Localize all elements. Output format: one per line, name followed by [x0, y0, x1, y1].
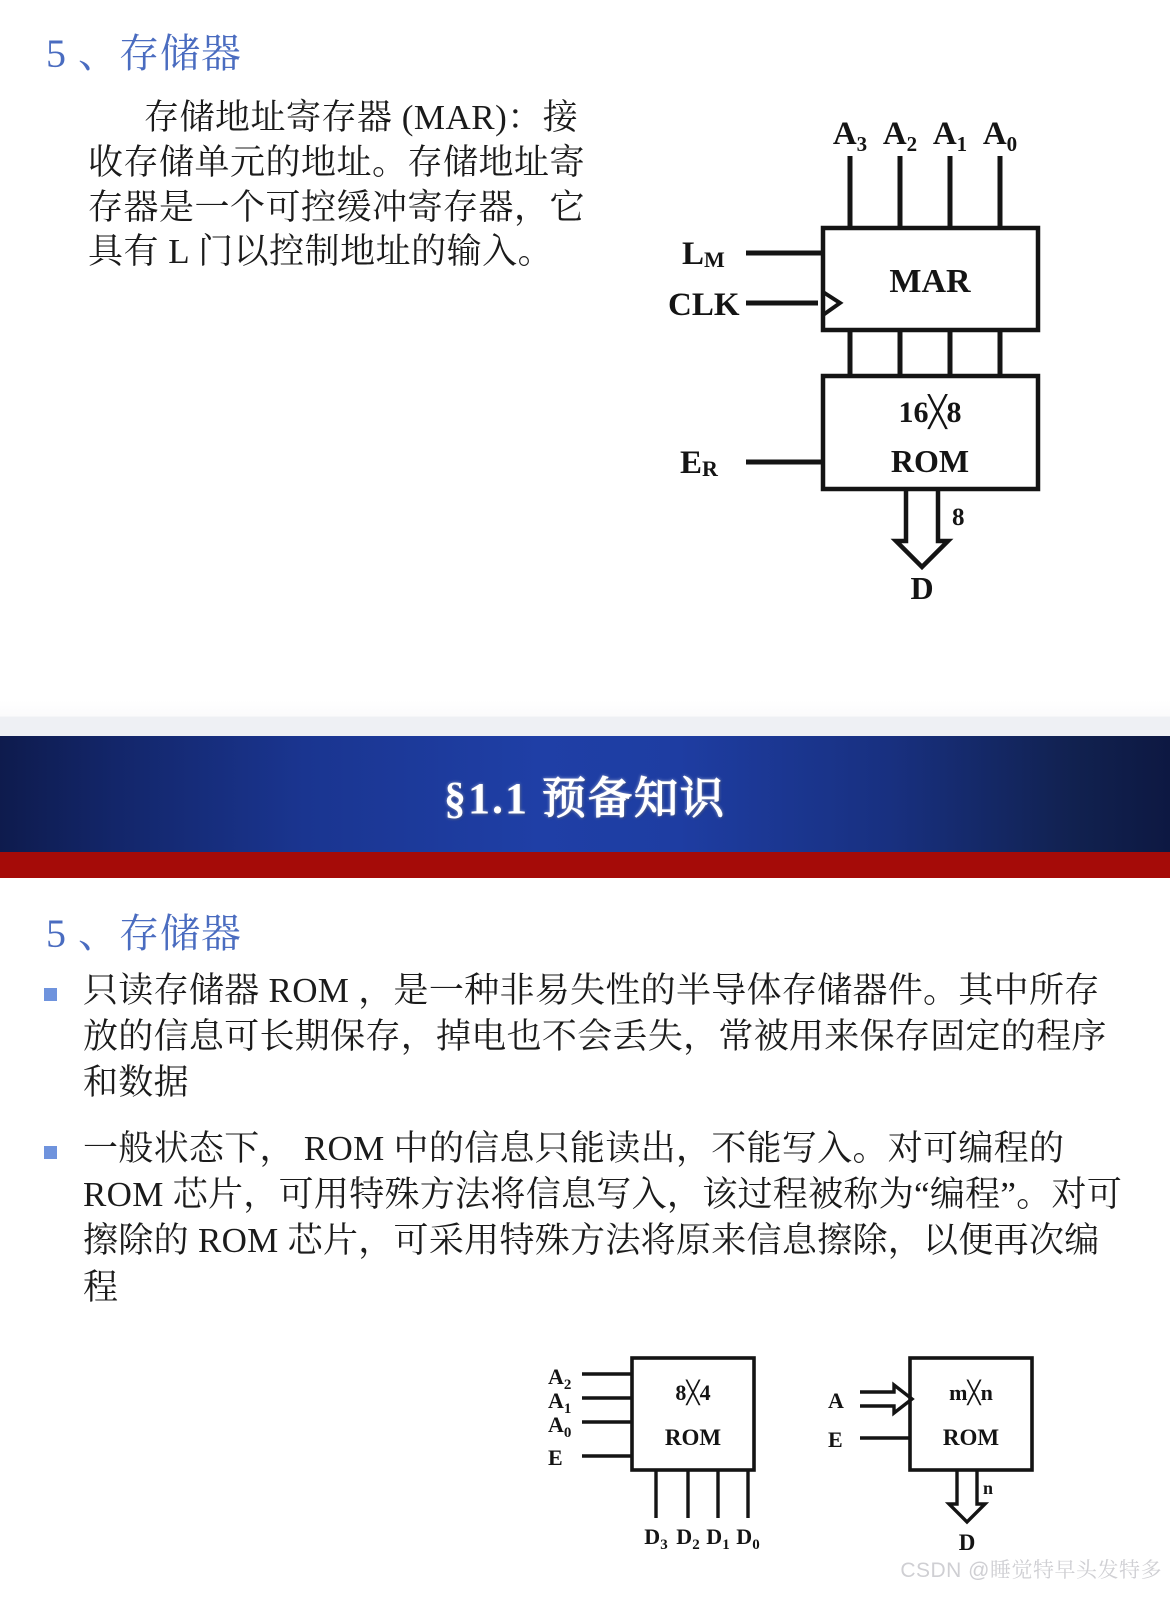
label-a3: $A_3$	[832, 116, 868, 156]
slide-divider	[0, 700, 1170, 736]
label-d0: $D_0$	[736, 1524, 760, 1553]
list-item	[44, 1126, 1126, 1311]
banner-title: §1.1 预备知识	[444, 774, 726, 823]
slide-memory-mar	[0, 0, 1170, 700]
label-a1-left: $A_1$	[548, 1388, 572, 1417]
label-er: ER	[680, 445, 718, 481]
label-lm: LM	[682, 236, 725, 272]
label-e-right: E	[828, 1427, 843, 1452]
bullet-text: 只读存储器 ROM ，是一种非易失性的半导体存储器件。其中所存放的信息可长期保存，掉电也不会丢失，常被用来保存固定的程序和数据	[83, 971, 1107, 1103]
label-bus-width-8: 8	[952, 504, 965, 531]
label-a2-left: $A_2$	[548, 1364, 572, 1393]
label-data-out-d-right: D	[958, 1530, 976, 1555]
rom-block-diagrams	[520, 1332, 1140, 1562]
label-a2: $A_2$	[882, 116, 918, 156]
label-bus-width-n: n	[983, 1478, 994, 1498]
label-rom-size-mxn: m╳n	[949, 1380, 993, 1405]
label-e-left: E	[548, 1445, 563, 1470]
label-rom-size-8x4: 8╳4	[675, 1380, 711, 1405]
label-clk: CLK	[668, 287, 740, 323]
slide-bottom-section-title: 5 、存储器	[46, 911, 242, 956]
label-a1: $A_1$	[932, 116, 968, 156]
label-rom-right: ROM	[942, 1425, 1000, 1450]
banner-red-rule	[0, 852, 1170, 878]
bullet-square-icon	[44, 1146, 57, 1159]
label-d2: $D_2$	[676, 1524, 700, 1553]
label-d3: $D_3$	[644, 1524, 668, 1553]
section-banner	[0, 736, 1170, 852]
label-rom-left: ROM	[664, 1425, 722, 1450]
label-rom-size: 16╳8	[898, 396, 962, 429]
slide-top-section-title: 5 、存储器	[46, 31, 242, 76]
label-data-out-d: D	[910, 570, 934, 604]
slide-rom-intro	[0, 736, 1170, 1600]
mar-rom-block-diagram	[660, 104, 1100, 604]
label-a0: $A_0$	[982, 116, 1018, 156]
label-mar: MAR	[889, 263, 971, 300]
label-d1: $D_1$	[706, 1524, 730, 1553]
label-rom: ROM	[890, 443, 970, 479]
bullet-square-icon	[44, 988, 57, 1001]
mar-description-paragraph: 存储地址寄存器 (MAR)：接收存储单元的地址。存储地址寄存器是一个可控缓冲寄存器，它具有 L 门以控制地址的输入。	[88, 98, 586, 272]
list-item	[44, 968, 1126, 1107]
csdn-watermark: CSDN @睡觉特早头发特多	[900, 1559, 1162, 1582]
bullet-text: 一般状态下， ROM 中的信息只能读出，不能写入。对可编程的 ROM 芯片，可用特殊方法将信息写入，该过程被称为“编程”。对可擦除的 ROM 芯片，可采用特殊方法将原来信息擦除，以便再次编程	[83, 1129, 1123, 1307]
label-a-bus: A	[828, 1388, 844, 1413]
label-a0-left: $A_0$	[548, 1412, 572, 1441]
